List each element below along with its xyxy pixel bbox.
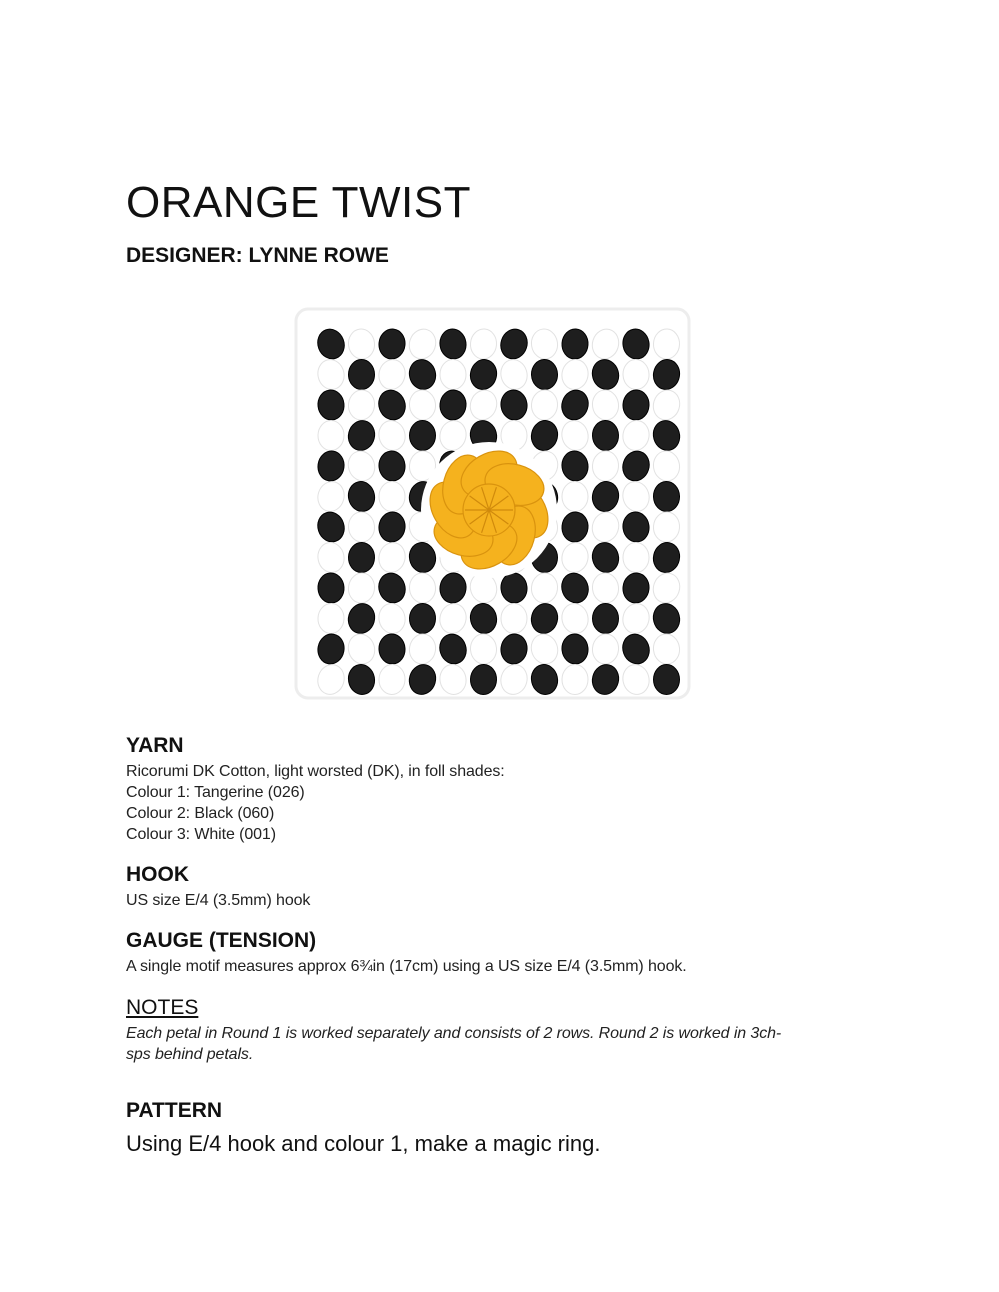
stitch-cluster: [593, 604, 619, 634]
yarn-line: Ricorumi DK Cotton, light worsted (DK), in foll shades:: [126, 763, 505, 780]
stitch-cluster: [410, 421, 436, 451]
stitch-cluster: [562, 481, 589, 511]
pattern-title: ORANGE TWIST: [126, 178, 471, 227]
hook-heading: HOOK: [126, 863, 189, 886]
stitch-cluster: [592, 420, 619, 451]
stitch-cluster: [531, 359, 558, 390]
pattern-section: [126, 1098, 886, 1158]
stitch-cluster: [349, 360, 375, 390]
stitch-cluster: [653, 481, 680, 512]
yarn-heading: YARN: [126, 734, 184, 757]
gauge-heading: GAUGE (TENSION): [126, 929, 317, 952]
stitch-cluster: [348, 542, 375, 573]
yarn-section: [126, 733, 886, 845]
stitch-cluster: [470, 664, 497, 695]
granny-square-photo: [293, 306, 692, 701]
hook-details: US size E/4 (3.5mm) hook: [126, 892, 311, 909]
gauge-section: [126, 928, 886, 977]
pattern-heading: PATTERN: [126, 1099, 223, 1122]
flower-center: [421, 442, 558, 579]
stitch-cluster: [409, 603, 436, 634]
notes-section: [126, 995, 886, 1065]
stitch-cluster: [318, 420, 345, 450]
stitch-cluster: [440, 359, 467, 389]
pattern-instructions: Using E/4 hook and colour 1, make a magic ring.: [126, 1131, 601, 1156]
yarn-line: Colour 3: White (001): [126, 826, 276, 843]
stitch-cluster: [654, 665, 680, 695]
stitch-cluster: [379, 481, 406, 511]
designer-credit: DESIGNER: LYNNE ROWE: [126, 244, 389, 267]
stitch-cluster: [623, 542, 650, 572]
hook-section: [126, 862, 886, 911]
stitch-cluster: [562, 664, 589, 694]
stitch-cluster: [501, 603, 528, 633]
notes-line: sps behind petals.: [126, 1046, 254, 1063]
notes-line: Each petal in Round 1 is worked separately and consists of 2 rows. Round 2 is worked in 3ch-: [126, 1025, 782, 1042]
crochet-square-illustration: [293, 306, 692, 701]
yarn-line: Colour 2: Black (060): [126, 805, 275, 822]
yarn-details: [126, 761, 886, 845]
notes-heading: NOTES: [126, 996, 199, 1019]
gauge-details: A single motif measures approx 6¾in (17cm) using a US size E/4 (3.5mm) hook.: [126, 958, 687, 975]
notes-details: [126, 1023, 886, 1065]
yarn-line: Colour 1: Tangerine (026): [126, 784, 305, 801]
